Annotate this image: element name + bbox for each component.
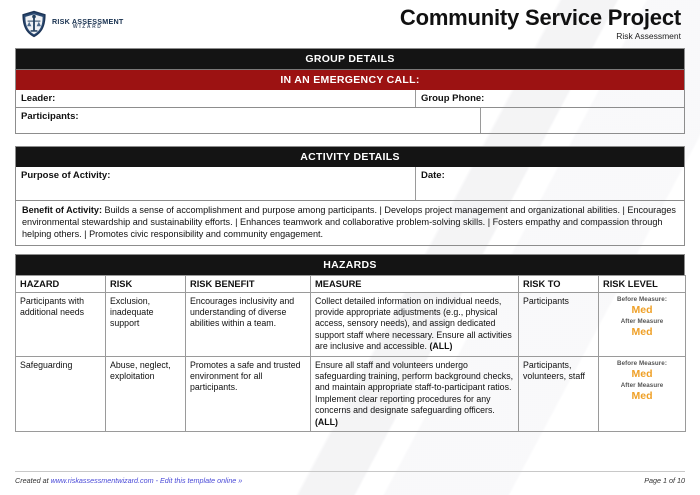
footer-site-link[interactable]: www.riskassessmentwizard.com bbox=[50, 476, 154, 485]
page-header bbox=[15, 0, 685, 48]
participants-field[interactable]: Participants: bbox=[16, 108, 481, 133]
leader-row bbox=[15, 90, 685, 108]
table-row bbox=[16, 356, 686, 432]
cell-risk-to: Participants bbox=[519, 292, 599, 356]
page-subtitle: Risk Assessment bbox=[616, 31, 681, 42]
after-measure-label: After Measure bbox=[620, 381, 664, 389]
hazards-band: HAZARDS bbox=[15, 254, 685, 275]
brand-text bbox=[52, 18, 123, 31]
footer-created-prefix: Created at bbox=[15, 476, 51, 485]
before-measure-label: Before Measure: bbox=[617, 359, 667, 367]
column-header-risk: RISK bbox=[106, 275, 186, 292]
benefit-label: Benefit of Activity: bbox=[22, 205, 102, 215]
benefit-body: Builds a sense of accomplishment and purpose among participants. | Develops project management and organizational abilities. | Encourages environmental stewardship and sustainability efforts. | Enhances teamwork and collaborative problem-solving skills. | Fosters empathy and compassion through helping others. | Promotes civic responsibility and community engagement. bbox=[22, 205, 676, 240]
benefit-row bbox=[15, 201, 685, 246]
title-block bbox=[400, 6, 685, 41]
cell-risk-benefit: Encourages inclusivity and understanding of diverse abilities within a team. bbox=[186, 292, 311, 356]
emergency-call-band: IN AN EMERGENCY CALL: bbox=[15, 69, 685, 90]
column-header-measure: MEASURE bbox=[311, 275, 519, 292]
footer-edit-link[interactable]: - Edit this template online » bbox=[153, 476, 243, 485]
hazards-table bbox=[15, 275, 686, 433]
after-measure-value: Med bbox=[631, 325, 653, 338]
participants-blank-cell[interactable] bbox=[481, 108, 684, 133]
group-details-band: GROUP DETAILS bbox=[15, 48, 685, 69]
cell-hazard: Safeguarding bbox=[16, 356, 106, 432]
measure-tag: (ALL) bbox=[315, 416, 338, 427]
column-header-risk-level: RISK LEVEL bbox=[599, 275, 686, 292]
measure-tag: (ALL) bbox=[429, 341, 453, 352]
cell-risk-level bbox=[599, 356, 686, 432]
page-footer bbox=[15, 471, 685, 485]
before-measure-value: Med bbox=[631, 367, 653, 380]
after-measure-label: After Measure bbox=[620, 317, 664, 325]
leader-field[interactable]: Leader: bbox=[16, 90, 416, 107]
cell-risk: Abuse, neglect, exploitation bbox=[106, 356, 186, 432]
page-title: Community Service Project bbox=[399, 5, 681, 30]
measure-text: Collect detailed information on individual needs, provide appropriate adjustments (e.g., physical access, sensory needs), and assign dedicated support staff where necessary. Ensure all activities are inclusive and accessible. bbox=[315, 295, 512, 352]
section-spacer-2 bbox=[15, 246, 685, 254]
footer-credit bbox=[15, 476, 242, 485]
column-header-risk-benefit: RISK BENEFIT bbox=[186, 275, 311, 292]
after-measure-value: Med bbox=[631, 389, 653, 402]
cell-measure bbox=[311, 356, 519, 432]
section-spacer bbox=[15, 134, 685, 146]
column-header-risk-to: RISK TO bbox=[519, 275, 599, 292]
brand-sub: WIZARD bbox=[72, 24, 103, 31]
shield-icon bbox=[21, 10, 47, 38]
date-field[interactable]: Date: bbox=[421, 170, 445, 181]
cell-risk: Exclusion, inadequate support bbox=[106, 292, 186, 356]
before-measure-label: Before Measure: bbox=[617, 295, 667, 303]
cell-risk-to: Participants, volunteers, staff bbox=[519, 356, 599, 432]
participants-row bbox=[15, 108, 685, 134]
brand-name: RISK ASSESSMENT bbox=[52, 16, 124, 26]
cell-measure bbox=[311, 292, 519, 356]
table-row bbox=[16, 292, 686, 356]
purpose-of-activity-field[interactable]: Purpose of Activity: bbox=[16, 167, 416, 200]
brand-logo bbox=[15, 6, 123, 38]
before-measure-value: Med bbox=[631, 303, 653, 316]
hazards-header-row bbox=[16, 275, 686, 292]
column-header-hazard: HAZARD bbox=[16, 275, 106, 292]
purpose-row bbox=[15, 167, 685, 201]
benefit-of-activity-text bbox=[22, 204, 678, 241]
activity-details-band: ACTIVITY DETAILS bbox=[15, 146, 685, 167]
cell-hazard: Participants with additional needs bbox=[16, 292, 106, 356]
group-phone-field[interactable]: Group Phone: bbox=[421, 93, 485, 104]
cell-risk-benefit: Promotes a safe and trusted environment for all participants. bbox=[186, 356, 311, 432]
footer-page-number: Page 1 of 10 bbox=[644, 476, 685, 485]
measure-text: Ensure all staff and volunteers undergo safeguarding training, perform background checks, and maintain appropriate staff-to-participant ratios. Implement clear reporting procedures for any concerns and designate safeguarding officers. bbox=[315, 359, 514, 416]
cell-risk-level bbox=[599, 292, 686, 356]
